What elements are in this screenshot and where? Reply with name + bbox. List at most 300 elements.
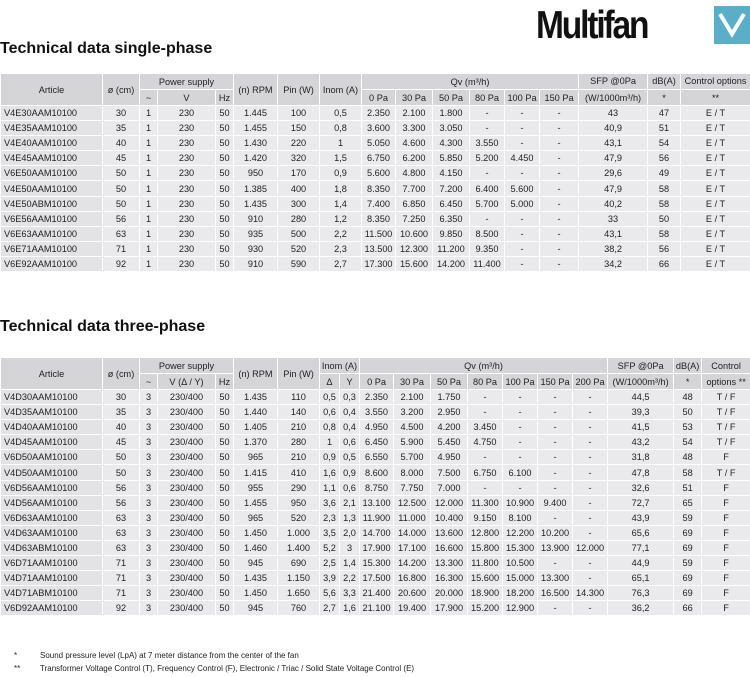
table-cell: E / T <box>681 151 750 166</box>
table-cell: 4.300 <box>433 136 470 151</box>
table-cell: 63 <box>103 540 140 555</box>
table-cell: 230/400 <box>158 571 216 586</box>
table-row <box>1 226 750 241</box>
table-cell: 520 <box>278 241 320 256</box>
table-cell: 56 <box>648 241 681 256</box>
table-cell: 3.550 <box>360 405 394 420</box>
table-cell: - <box>540 106 579 121</box>
col-pressure: 0 Pa <box>362 90 396 106</box>
article-cell: V6D50AAM10100 <box>1 450 103 465</box>
table-cell: 9.400 <box>538 495 573 510</box>
table-cell: E / T <box>681 106 750 121</box>
col-power-in: Pin (W) <box>278 74 320 106</box>
table-cell: 11.400 <box>470 256 505 271</box>
table-cell: - <box>538 601 573 616</box>
table-cell: 230 <box>158 196 216 211</box>
table-cell: - <box>538 390 573 405</box>
table-cell: - <box>573 525 608 540</box>
table-cell: 1.455 <box>234 121 278 136</box>
table-row <box>1 480 750 495</box>
article-cell: V6E56AAM10100 <box>1 211 103 226</box>
table-cell: 21.100 <box>360 601 394 616</box>
table-cell: 9.850 <box>433 226 470 241</box>
col-pressure: 100 Pa <box>503 374 538 390</box>
table-cell: 6.400 <box>470 181 505 196</box>
table-cell: 8.350 <box>362 211 396 226</box>
table-row <box>1 151 750 166</box>
table-cell: - <box>540 136 579 151</box>
article-cell: V6E92AAM10100 <box>1 256 103 271</box>
table-cell: - <box>573 495 608 510</box>
table-cell: 7.250 <box>396 211 433 226</box>
table-cell: 11.000 <box>394 510 431 525</box>
table-cell: 2.100 <box>396 106 433 121</box>
table-cell: 1 <box>140 241 158 256</box>
table-cell: 77,1 <box>608 540 674 555</box>
table-cell: 50 <box>216 435 234 450</box>
table-cell: 1,6 <box>320 465 340 480</box>
table-row <box>1 540 750 555</box>
table-cell: 50 <box>216 450 234 465</box>
table-cell: 1.430 <box>234 136 278 151</box>
table-cell: 41,5 <box>608 420 674 435</box>
table-cell: - <box>573 571 608 586</box>
table-cell: 230/400 <box>158 525 216 540</box>
table-cell: 230 <box>158 211 216 226</box>
table-cell: 0,4 <box>340 405 360 420</box>
table-cell: 12.500 <box>394 495 431 510</box>
col-control-note: ** <box>681 90 750 106</box>
table-cell: - <box>538 480 573 495</box>
article-cell: V4D40AAM10100 <box>1 420 103 435</box>
table-cell: 13.300 <box>431 556 468 571</box>
table-cell: 15.000 <box>503 571 538 586</box>
table-cell: - <box>540 211 579 226</box>
table-cell: 3.200 <box>394 405 431 420</box>
table-cell: 520 <box>278 510 320 525</box>
table-row <box>1 465 750 480</box>
col-sfp: SFP @0Pa <box>608 358 674 374</box>
table-cell: 50 <box>103 196 140 211</box>
footnote: ** Transformer Voltage Control (T), Frequency Control (F), Electronic / Triac / Solid State Voltage Control (E) <box>14 664 415 673</box>
table-cell: T / F <box>702 420 750 435</box>
table-cell: F <box>702 510 750 525</box>
table-cell: 300 <box>278 196 320 211</box>
table-cell: 230/400 <box>158 586 216 601</box>
table-cell: 950 <box>278 495 320 510</box>
col-rpm: (n) RPM <box>234 74 278 106</box>
table-cell: 0,5 <box>320 390 340 405</box>
table-cell: 1,6 <box>340 601 360 616</box>
table-cell: 0,4 <box>340 420 360 435</box>
table-cell: - <box>503 450 538 465</box>
table-cell: 4.950 <box>360 420 394 435</box>
table-row <box>1 405 750 420</box>
table-cell: 1.385 <box>234 181 278 196</box>
table-cell: 7.500 <box>431 465 468 480</box>
table-cell: 20.000 <box>431 586 468 601</box>
table-cell: 59 <box>674 510 702 525</box>
table-cell: 13.100 <box>360 495 394 510</box>
table-cell: 51 <box>648 121 681 136</box>
table-cell: - <box>538 420 573 435</box>
table-cell: 3,9 <box>320 571 340 586</box>
table-cell: 11.200 <box>433 241 470 256</box>
table-cell: 1.150 <box>278 571 320 586</box>
table-cell: 10.500 <box>503 556 538 571</box>
table-cell: 1,3 <box>340 510 360 525</box>
table-cell: 230/400 <box>158 480 216 495</box>
table-cell: 12.200 <box>503 525 538 540</box>
table-cell: 43,1 <box>579 136 648 151</box>
table-cell: 3.550 <box>470 136 505 151</box>
col-phase: ~ <box>140 90 158 106</box>
table-cell: 14.200 <box>394 556 431 571</box>
table-cell: 29,6 <box>579 166 648 181</box>
table-cell: 39,3 <box>608 405 674 420</box>
table-cell: 230/400 <box>158 495 216 510</box>
table-cell: 14.700 <box>360 525 394 540</box>
col-current-delta: Δ <box>320 374 340 390</box>
table-row <box>1 106 750 121</box>
table-cell: 50 <box>216 465 234 480</box>
table-cell: 1 <box>320 435 340 450</box>
table-cell: E / T <box>681 166 750 181</box>
table-cell: 1.435 <box>234 390 278 405</box>
table-cell: 230 <box>158 226 216 241</box>
table-cell: 3 <box>140 540 158 555</box>
table-cell: 18.900 <box>468 586 503 601</box>
table-cell: 50 <box>216 196 234 211</box>
article-cell: V6D63AAM10100 <box>1 510 103 525</box>
table-cell: 54 <box>648 136 681 151</box>
single-phase-title: Technical data single-phase <box>0 40 213 57</box>
table-cell: 45 <box>103 151 140 166</box>
table-cell: - <box>468 450 503 465</box>
table-cell: 5.850 <box>433 151 470 166</box>
table-cell: 11.500 <box>362 226 396 241</box>
table-cell: 2.350 <box>360 390 394 405</box>
table-cell: 18.200 <box>503 586 538 601</box>
table-cell: 43,2 <box>608 435 674 450</box>
table-cell: 13.900 <box>538 540 573 555</box>
table-cell: 230 <box>158 181 216 196</box>
table-cell: 7.700 <box>396 181 433 196</box>
table-cell: 220 <box>278 136 320 151</box>
table-cell: 6.450 <box>360 435 394 450</box>
table-cell: 69 <box>674 525 702 540</box>
table-cell: 15.300 <box>360 556 394 571</box>
table-cell: 930 <box>234 241 278 256</box>
table-cell: T / F <box>702 405 750 420</box>
article-cell: V4D63AAM10100 <box>1 525 103 540</box>
table-cell: 1 <box>140 121 158 136</box>
table-cell: 500 <box>278 226 320 241</box>
article-cell: V6E50AAM10100 <box>1 166 103 181</box>
table-cell: 65 <box>674 495 702 510</box>
table-cell: 6.750 <box>468 465 503 480</box>
table-cell: 0,5 <box>320 106 362 121</box>
table-cell: - <box>538 405 573 420</box>
table-cell: 1.650 <box>278 586 320 601</box>
table-cell: 58 <box>648 226 681 241</box>
table-cell: 910 <box>234 211 278 226</box>
table-cell: 290 <box>278 480 320 495</box>
table-cell: 3 <box>140 586 158 601</box>
table-cell: - <box>505 121 540 136</box>
table-cell: 1 <box>140 181 158 196</box>
table-cell: 47,9 <box>579 151 648 166</box>
table-cell: 17.900 <box>360 540 394 555</box>
table-cell: 45 <box>103 435 140 450</box>
table-cell: 5.200 <box>470 151 505 166</box>
table-cell: 410 <box>278 465 320 480</box>
table-cell: - <box>538 465 573 480</box>
article-cell: V4D50AAM10100 <box>1 465 103 480</box>
article-cell: V4D63ABM10100 <box>1 540 103 555</box>
col-pressure: 30 Pa <box>396 90 433 106</box>
table-cell: 230/400 <box>158 510 216 525</box>
col-article: Article <box>1 74 103 106</box>
col-pressure: 0 Pa <box>360 374 394 390</box>
col-power-supply: Power supply <box>140 358 234 374</box>
table-cell: F <box>702 525 750 540</box>
table-cell: 230 <box>158 136 216 151</box>
table-cell: - <box>540 241 579 256</box>
article-cell: V4D71ABM10100 <box>1 586 103 601</box>
brand-mark-icon <box>714 6 750 44</box>
table-cell: 2,5 <box>320 556 340 571</box>
table-cell: 4.150 <box>433 166 470 181</box>
table-cell: 63 <box>103 510 140 525</box>
table-cell: 1.455 <box>234 495 278 510</box>
table-cell: 36,2 <box>608 601 674 616</box>
table-cell: - <box>573 465 608 480</box>
table-cell: 43,1 <box>579 226 648 241</box>
table-row <box>1 166 750 181</box>
table-cell: - <box>540 226 579 241</box>
table-cell: 3 <box>140 510 158 525</box>
article-cell: V4D35AAM10100 <box>1 405 103 420</box>
table-cell: 65,1 <box>608 571 674 586</box>
table-cell: 1 <box>140 196 158 211</box>
table-cell: 1.400 <box>278 540 320 555</box>
table-cell: 50 <box>216 211 234 226</box>
table-cell: 5.600 <box>505 181 540 196</box>
article-cell: V4D30AAM10100 <box>1 390 103 405</box>
table-cell: 5.450 <box>431 435 468 450</box>
table-cell: 11.300 <box>468 495 503 510</box>
table-cell: - <box>505 106 540 121</box>
col-current: Inom (A) <box>320 74 362 106</box>
table-cell: 6.100 <box>503 465 538 480</box>
col-airflow: Qv (m³/h) <box>360 358 608 374</box>
table-cell: 3.300 <box>396 121 433 136</box>
table-cell: 2,1 <box>340 495 360 510</box>
table-cell: - <box>468 480 503 495</box>
table-cell: 30 <box>103 106 140 121</box>
table-cell: 76,3 <box>608 586 674 601</box>
table-cell: 100 <box>278 106 320 121</box>
table-cell: 1.450 <box>234 586 278 601</box>
table-cell: 12.900 <box>503 601 538 616</box>
table-cell: 1 <box>140 226 158 241</box>
table-cell: 50 <box>216 556 234 571</box>
table-cell: 48 <box>674 390 702 405</box>
table-cell: 230/400 <box>158 601 216 616</box>
table-cell: 1 <box>140 166 158 181</box>
table-row <box>1 571 750 586</box>
single-phase-table <box>0 73 750 272</box>
table-cell: 15.600 <box>468 571 503 586</box>
table-cell: 3 <box>340 540 360 555</box>
table-cell: 280 <box>278 435 320 450</box>
table-cell: 1 <box>140 151 158 166</box>
table-cell: 0,5 <box>340 450 360 465</box>
table-cell: 8.000 <box>394 465 431 480</box>
col-diameter: ø (cm) <box>103 358 140 390</box>
table-cell: 13.300 <box>538 571 573 586</box>
table-cell: 1,4 <box>340 556 360 571</box>
table-cell: 3 <box>140 405 158 420</box>
table-cell: 12.800 <box>468 525 503 540</box>
table-cell: 72,7 <box>608 495 674 510</box>
table-cell: 2,3 <box>320 510 340 525</box>
table-cell: 14.300 <box>573 586 608 601</box>
table-cell: 19.400 <box>394 601 431 616</box>
table-cell: 50 <box>103 181 140 196</box>
table-cell: 590 <box>278 256 320 271</box>
table-cell: 230 <box>158 241 216 256</box>
table-cell: 15.600 <box>396 256 433 271</box>
table-cell: - <box>540 121 579 136</box>
table-cell: E / T <box>681 256 750 271</box>
table-cell: 10.200 <box>538 525 573 540</box>
table-cell: 7.750 <box>394 480 431 495</box>
table-cell: 935 <box>234 226 278 241</box>
table-cell: 9.350 <box>470 241 505 256</box>
table-cell: 150 <box>278 121 320 136</box>
table-cell: 58 <box>648 181 681 196</box>
article-cell: V4D71AAM10100 <box>1 571 103 586</box>
table-cell: 945 <box>234 556 278 571</box>
table-cell: 1,5 <box>320 151 362 166</box>
article-cell: V6D92AAM10100 <box>1 601 103 616</box>
table-cell: 2.350 <box>362 106 396 121</box>
table-cell: 49 <box>648 166 681 181</box>
table-cell: 7.000 <box>431 480 468 495</box>
article-cell: V6D56AAM10100 <box>1 480 103 495</box>
table-cell: 33 <box>579 211 648 226</box>
table-cell: - <box>503 405 538 420</box>
col-db-note: * <box>674 374 702 390</box>
table-cell: - <box>503 420 538 435</box>
table-cell: - <box>470 211 505 226</box>
table-cell: 50 <box>216 405 234 420</box>
table-cell: 8.350 <box>362 181 396 196</box>
table-cell: - <box>573 435 608 450</box>
table-cell: 53 <box>674 420 702 435</box>
table-cell: - <box>470 166 505 181</box>
table-cell: 6.850 <box>396 196 433 211</box>
table-cell: 15.800 <box>468 540 503 555</box>
table-cell: 4.950 <box>431 450 468 465</box>
table-cell: 48 <box>674 450 702 465</box>
table-cell: F <box>702 571 750 586</box>
table-cell: 945 <box>234 601 278 616</box>
table-cell: - <box>573 601 608 616</box>
table-cell: 56 <box>103 480 140 495</box>
table-cell: 1.750 <box>431 390 468 405</box>
table-cell: 44,5 <box>608 390 674 405</box>
col-pressure: 30 Pa <box>394 374 431 390</box>
table-row <box>1 256 750 271</box>
table-cell: 16.600 <box>431 540 468 555</box>
table-cell: 43 <box>579 106 648 121</box>
table-cell: 17.300 <box>362 256 396 271</box>
table-cell: 1.800 <box>433 106 470 121</box>
table-cell: 56 <box>648 151 681 166</box>
table-cell: 50 <box>216 540 234 555</box>
table-row <box>1 435 750 450</box>
table-cell: - <box>573 390 608 405</box>
table-cell: 6.200 <box>396 151 433 166</box>
table-cell: 2,2 <box>320 226 362 241</box>
table-row <box>1 510 750 525</box>
table-row <box>1 196 750 211</box>
col-pressure: 150 Pa <box>540 90 579 106</box>
table-cell: 4.450 <box>505 151 540 166</box>
table-cell: 30 <box>103 390 140 405</box>
table-cell: 950 <box>234 166 278 181</box>
table-cell: 50 <box>216 525 234 540</box>
table-cell: 280 <box>278 211 320 226</box>
table-cell: 965 <box>234 450 278 465</box>
table-cell: 5,6 <box>320 586 340 601</box>
table-cell: 1,8 <box>320 181 362 196</box>
article-cell: V4E50ABM10100 <box>1 196 103 211</box>
table-cell: 69 <box>674 586 702 601</box>
table-cell: T / F <box>702 465 750 480</box>
col-hz: Hz <box>216 90 234 106</box>
table-cell: 10.900 <box>503 495 538 510</box>
table-cell: 13.500 <box>362 241 396 256</box>
table-cell: 230/400 <box>158 556 216 571</box>
table-cell: 3.600 <box>362 121 396 136</box>
article-cell: V4E35AAM10100 <box>1 121 103 136</box>
col-control-note: options ** <box>702 374 750 390</box>
table-cell: 47 <box>648 106 681 121</box>
table-cell: 0,6 <box>340 435 360 450</box>
table-cell: 3.450 <box>468 420 503 435</box>
table-cell: 170 <box>278 166 320 181</box>
col-hz: Hz <box>216 374 234 390</box>
table-cell: 40 <box>103 136 140 151</box>
table-cell: 230/400 <box>158 540 216 555</box>
table-cell: 320 <box>278 151 320 166</box>
table-cell: 50 <box>216 571 234 586</box>
table-cell: 56 <box>103 495 140 510</box>
col-db-note: * <box>648 90 681 106</box>
table-cell: 11.800 <box>468 556 503 571</box>
footnote: * Sound pressure level (LpA) at 7 meter distance from the center of the fan <box>14 651 299 660</box>
table-cell: 3 <box>140 495 158 510</box>
col-pressure: 50 Pa <box>433 90 470 106</box>
table-cell: 40,9 <box>579 121 648 136</box>
table-cell: 16.300 <box>431 571 468 586</box>
table-row <box>1 556 750 571</box>
table-cell: 8.100 <box>503 510 538 525</box>
